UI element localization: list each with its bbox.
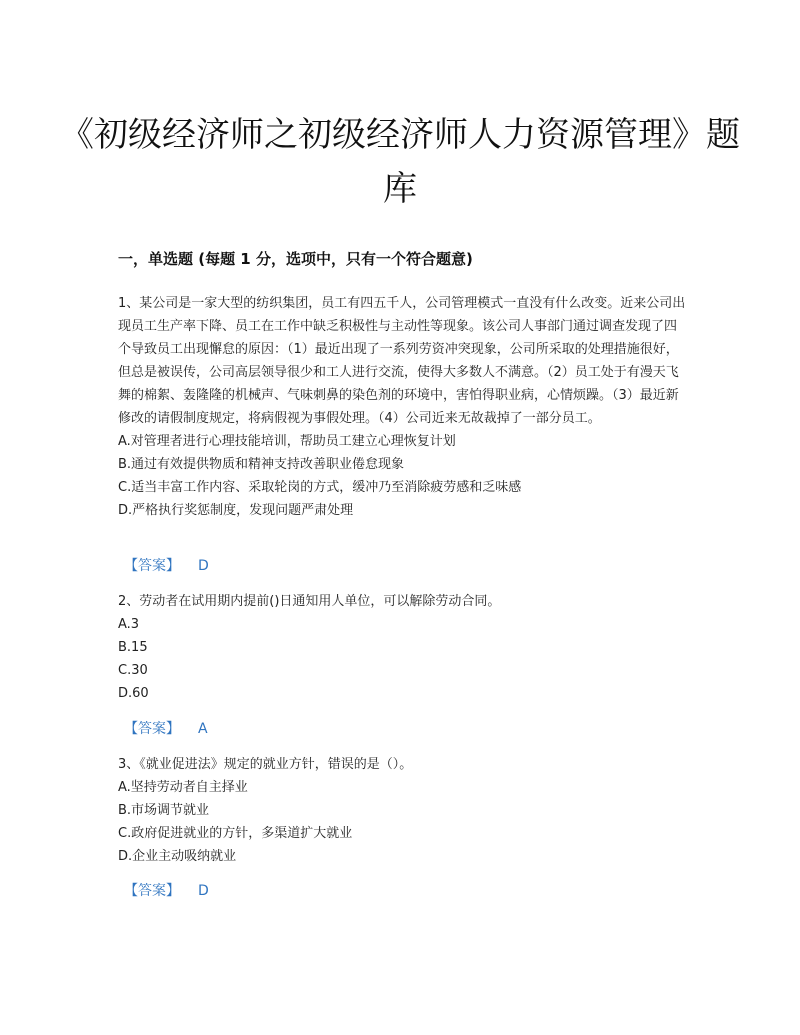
question-3 (118, 753, 688, 868)
option-a: A.3 (118, 617, 140, 632)
answer-1 (124, 555, 209, 575)
section-heading: 一，单选题 (每题 1 分，选项中，只有一个符合题意) (118, 250, 473, 268)
option-b: B.市场调节就业 (118, 803, 210, 818)
option-d: D.严格执行奖惩制度，发现问题严肃处理 (118, 503, 354, 518)
question-stem: 2、劳动者在试用期内提前()日通知用人单位，可以解除劳动合同。 (118, 594, 501, 609)
answer-label: 【答案】 (124, 721, 180, 737)
answer-3 (124, 880, 209, 900)
option-d: D.60 (118, 686, 149, 701)
option-a: A.对管理者进行心理技能培训，帮助员工建立心理恢复计划 (118, 434, 456, 449)
question-1 (118, 292, 688, 522)
answer-2 (124, 718, 208, 738)
option-b: B.通过有效提供物质和精神支持改善职业倦怠现象 (118, 457, 405, 472)
option-c: C.适当丰富工作内容、采取轮岗的方式，缓冲乃至消除疲劳感和乏味感 (118, 480, 522, 495)
answer-label: 【答案】 (124, 558, 180, 574)
answer-label: 【答案】 (124, 883, 180, 899)
answer-value: A (198, 721, 208, 737)
option-c: C.30 (118, 663, 148, 678)
page-title: 《初级经济师之初级经济师人力资源管理》题库 (60, 115, 740, 209)
answer-value: D (198, 883, 209, 899)
option-c: C.政府促进就业的方针，多渠道扩大就业 (118, 826, 353, 841)
question-2 (118, 590, 688, 705)
option-d: D.企业主动吸纳就业 (118, 849, 237, 864)
question-stem: 3、《就业促进法》规定的就业方针，错误的是（）。 (118, 757, 413, 772)
option-a: A.坚持劳动者自主择业 (118, 780, 248, 795)
option-b: B.15 (118, 640, 148, 655)
answer-value: D (198, 558, 209, 574)
question-stem: 1、某公司是一家大型的纺织集团，员工有四五千人，公司管理模式一直没有什么改变。近来公司出现员工生产率下降、员工在工作中缺乏积极性与主动性等现象。该公司人事部门通过调查发现了四个导致员工出现懈怠的原因：（1）最近出现了一系列劳资冲突现象，公司所采取的处理措施很好，但总是被误传，公司高层领导很少和工人进行交流，使得大多数人不满意。（2）员工处于有漫天飞舞的棉絮、轰隆隆的机械声、气味刺鼻的染色剂的环境中，害怕得职业病，心情烦躁。（3）最近新修改的请假制度规定，将病假视为事假处理。（4）公司近来无故裁掉了一部分员工。 (118, 296, 686, 426)
